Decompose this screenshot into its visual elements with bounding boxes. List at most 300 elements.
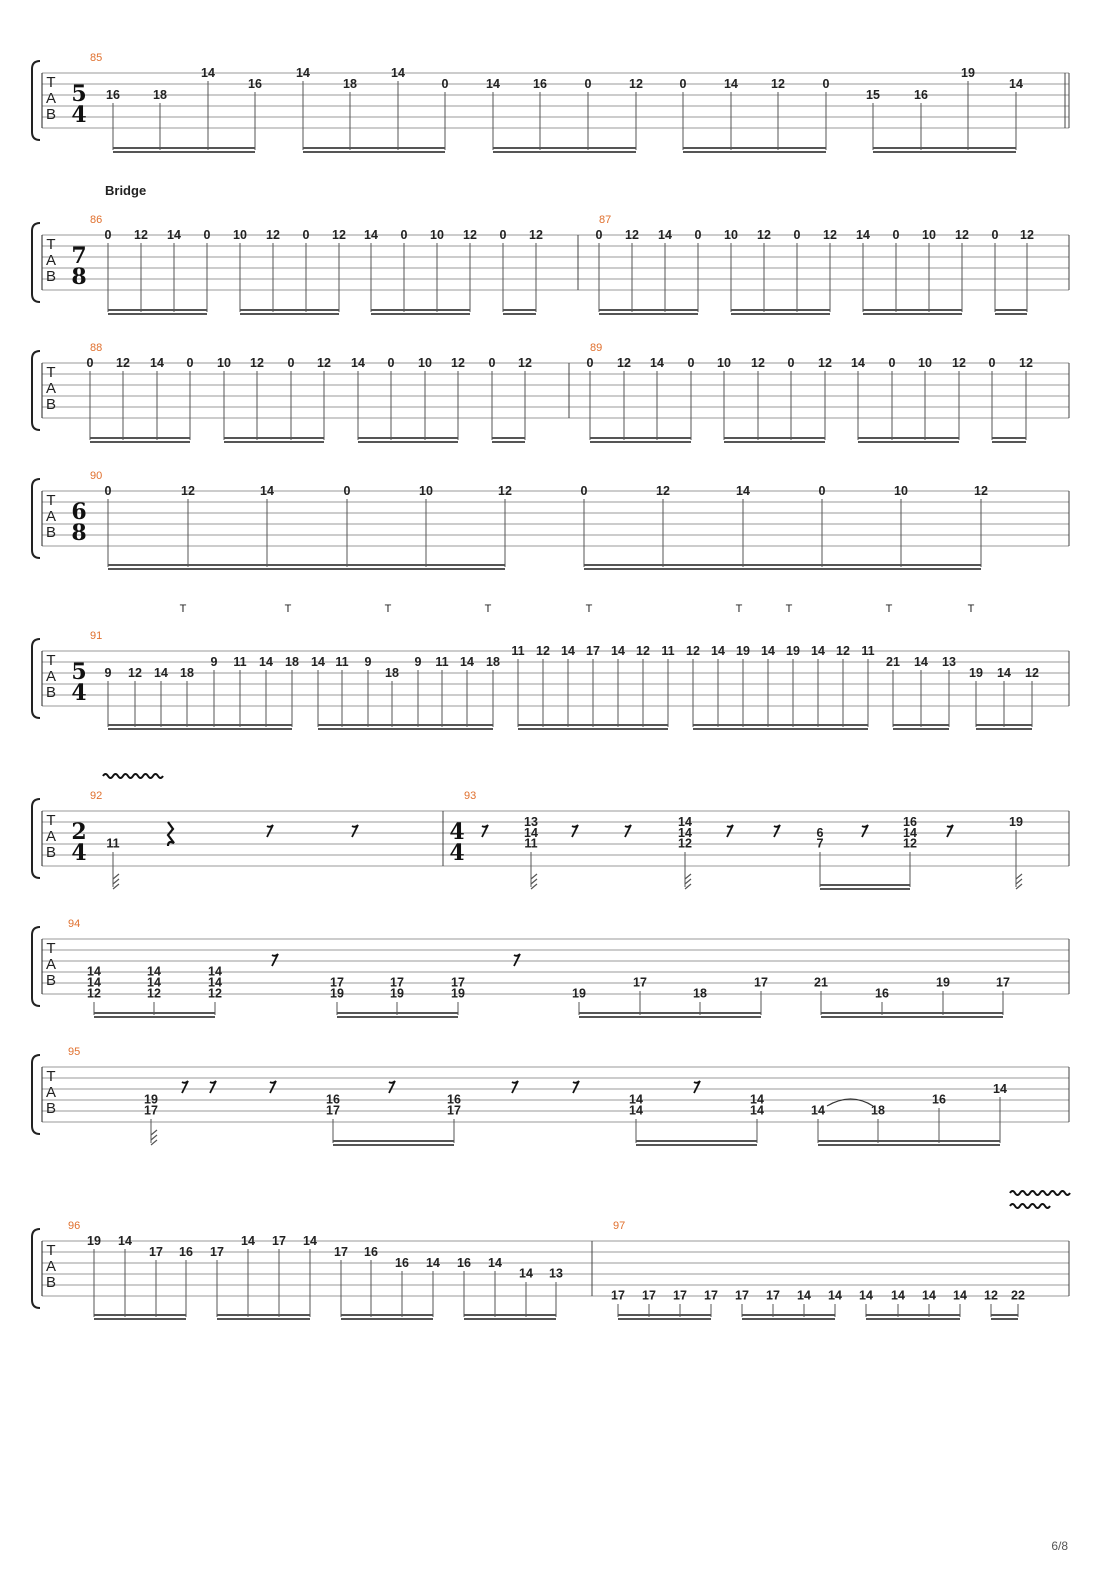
beam — [866, 1318, 960, 1320]
fret-number: 10 — [217, 356, 231, 370]
fret-number: 14 — [750, 1092, 764, 1107]
tab-clef-letter: A — [45, 956, 57, 973]
beam — [821, 1016, 1003, 1018]
beam — [590, 441, 691, 443]
beam — [683, 147, 826, 149]
beam — [599, 313, 698, 315]
fret-number: 10 — [894, 484, 908, 498]
tab-clef-letter: T — [46, 1242, 56, 1259]
fret-number: 19 — [1009, 814, 1023, 829]
beam — [599, 309, 698, 311]
fret-number: 14 — [260, 484, 274, 498]
fret-number: 10 — [418, 356, 432, 370]
fret-number: 17 — [451, 975, 465, 990]
fret-number: 17 — [633, 975, 647, 990]
rest — [573, 1081, 579, 1093]
fret-number: 14 — [953, 1288, 967, 1303]
note-flag — [113, 884, 119, 889]
fret-number: 14 — [524, 825, 538, 840]
beam — [584, 564, 981, 566]
fret-number: 12 — [266, 228, 280, 242]
fret-number: 11 — [511, 644, 525, 658]
fret-number: 12 — [1025, 666, 1039, 680]
fret-number: 17 — [642, 1288, 656, 1303]
time-signature-bottom: 8 — [71, 264, 87, 290]
note-flag — [685, 879, 691, 884]
beam — [518, 724, 668, 726]
beam — [464, 1318, 556, 1320]
tap-marker: T — [384, 603, 392, 615]
fret-number: 14 — [629, 1092, 643, 1107]
fret-number: 12 — [757, 228, 771, 242]
tab-clef-letter: B — [45, 396, 57, 413]
fret-number: 0 — [488, 356, 496, 370]
beam — [503, 313, 536, 315]
system-bracket — [32, 799, 40, 878]
beam — [618, 1318, 711, 1320]
fret-number: 14 — [87, 975, 101, 990]
fret-number: 7 — [816, 836, 824, 851]
fret-number: 17 — [326, 1103, 340, 1118]
fret-number: 12 — [625, 228, 639, 242]
fret-number: 14 — [724, 77, 738, 91]
beam — [108, 728, 292, 730]
fret-number: 16 — [248, 77, 262, 91]
tab-clef-letter: B — [45, 1274, 57, 1291]
tap-marker: T — [885, 603, 893, 615]
fret-number: 12 — [656, 484, 670, 498]
bar-number: 91 — [90, 630, 103, 642]
bar-number: 86 — [90, 214, 103, 226]
fret-number: 12 — [617, 356, 631, 370]
fret-number: 17 — [144, 1103, 158, 1118]
beam — [693, 728, 868, 730]
fret-number: 14 — [811, 1103, 825, 1118]
fret-number: 12 — [87, 986, 101, 1001]
beam — [976, 728, 1032, 730]
beam — [731, 309, 830, 311]
tab-system-s3 — [32, 342, 1069, 443]
tab-clef-letter: A — [45, 380, 57, 397]
fret-number: 18 — [153, 88, 167, 102]
fret-number: 16 — [875, 986, 889, 1001]
beam — [240, 313, 339, 315]
fret-number: 19 — [936, 975, 950, 990]
fret-number: 11 — [524, 836, 538, 851]
fret-number: 17 — [735, 1288, 749, 1303]
fret-number: 14 — [859, 1288, 873, 1303]
beam — [337, 1012, 458, 1014]
tab-clef-letter: T — [46, 236, 56, 253]
beam — [303, 151, 445, 153]
vibrato-mark — [103, 774, 163, 778]
bar-number: 95 — [68, 1046, 81, 1058]
fret-number: 17 — [334, 1244, 348, 1259]
fret-number: 11 — [335, 655, 349, 669]
fret-number: 14 — [678, 814, 692, 829]
fret-number: 10 — [717, 356, 731, 370]
beam — [991, 1318, 1018, 1320]
fret-number: 14 — [351, 356, 365, 370]
fret-number: 19 — [969, 666, 983, 680]
rest — [727, 825, 733, 837]
tab-clef-letter: T — [46, 74, 56, 91]
fret-number: 16 — [179, 1244, 193, 1259]
fret-number: 11 — [661, 644, 675, 658]
tap-marker: T — [585, 603, 593, 615]
beam — [693, 724, 868, 726]
fret-number: 14 — [167, 228, 181, 242]
fret-number: 18 — [180, 666, 194, 680]
bar-number: 90 — [90, 470, 103, 482]
tab-system-s4 — [32, 470, 1069, 570]
fret-number: 18 — [385, 666, 399, 680]
beam — [873, 147, 1016, 149]
beam — [821, 1012, 1003, 1014]
fret-number: 6 — [816, 825, 824, 840]
beam — [113, 147, 255, 149]
fret-number: 0 — [888, 356, 896, 370]
fret-number: 19 — [87, 1234, 101, 1248]
fret-number: 14 — [147, 975, 161, 990]
tab-system-s6 — [32, 790, 1069, 890]
fret-number: 14 — [750, 1103, 764, 1118]
time-signature-bottom: 4 — [71, 680, 87, 706]
beam — [742, 1314, 835, 1316]
tab-clef-letter: T — [46, 652, 56, 669]
beam — [584, 568, 981, 570]
note-flag — [151, 1130, 157, 1135]
beam — [337, 1016, 458, 1018]
fret-number: 10 — [419, 484, 433, 498]
fret-number: 22 — [1011, 1288, 1025, 1303]
fret-number: 12 — [147, 986, 161, 1001]
rest — [514, 954, 520, 966]
fret-number: 14 — [426, 1255, 440, 1270]
fret-number: 17 — [149, 1244, 163, 1259]
fret-number: 0 — [580, 484, 588, 498]
bar-number: 97 — [613, 1220, 626, 1232]
fret-number: 14 — [303, 1234, 317, 1248]
fret-number: 14 — [201, 66, 215, 80]
tab-clef-letter: T — [46, 1068, 56, 1085]
beam — [341, 1314, 433, 1316]
fret-number: 14 — [903, 825, 917, 840]
fret-number: 14 — [364, 228, 378, 242]
note-flag — [113, 879, 119, 884]
beam — [976, 724, 1032, 726]
fret-number: 17 — [210, 1244, 224, 1259]
fret-number: 0 — [86, 356, 94, 370]
system-bracket — [32, 1055, 40, 1134]
beam — [818, 1140, 1000, 1142]
system-bracket — [32, 639, 40, 718]
beam — [240, 309, 339, 311]
system-bracket — [32, 351, 40, 430]
beam — [579, 1016, 761, 1018]
fret-number: 14 — [154, 666, 168, 680]
fret-number: 17 — [330, 975, 344, 990]
beam — [217, 1318, 310, 1320]
rest — [862, 825, 868, 837]
fret-number: 13 — [524, 814, 538, 829]
tab-clef-letter: B — [45, 844, 57, 861]
fret-number: 14 — [678, 825, 692, 840]
fret-number: 14 — [650, 356, 664, 370]
beam — [108, 724, 292, 726]
vibrato-mark — [1010, 1204, 1050, 1208]
beam — [90, 437, 190, 439]
beam — [333, 1144, 454, 1146]
beam — [341, 1318, 433, 1320]
fret-number: 12 — [181, 484, 195, 498]
tap-marker: T — [967, 603, 975, 615]
tab-clef-letter: B — [45, 106, 57, 123]
fret-number: 11 — [106, 836, 120, 851]
fret-number: 12 — [818, 356, 832, 370]
fret-number: 0 — [499, 228, 507, 242]
note-flag — [1016, 879, 1022, 884]
fret-number: 14 — [711, 644, 725, 658]
tab-clef-letter: T — [46, 492, 56, 509]
beam — [518, 728, 668, 730]
tap-marker: T — [785, 603, 793, 615]
beam — [464, 1314, 556, 1316]
fret-number: 14 — [488, 1255, 502, 1270]
note-flag — [1016, 884, 1022, 889]
fret-number: 14 — [997, 666, 1011, 680]
fret-number: 0 — [302, 228, 310, 242]
beam — [371, 309, 470, 311]
fret-number: 0 — [822, 77, 830, 91]
bar-number: 92 — [90, 790, 103, 802]
fret-number: 14 — [629, 1103, 643, 1118]
fret-number: 16 — [932, 1092, 946, 1107]
fret-number: 21 — [814, 975, 828, 990]
fret-number: 14 — [761, 644, 775, 658]
fret-number: 14 — [208, 964, 222, 979]
fret-number: 17 — [586, 644, 600, 658]
fret-number: 17 — [766, 1288, 780, 1303]
fret-number: 14 — [891, 1288, 905, 1303]
tap-marker: T — [284, 603, 292, 615]
beam — [724, 441, 825, 443]
fret-number: 0 — [343, 484, 351, 498]
fret-number: 14 — [914, 655, 928, 669]
fret-number: 17 — [754, 975, 768, 990]
fret-number: 0 — [387, 356, 395, 370]
fret-number: 18 — [871, 1103, 885, 1118]
beam — [818, 1144, 1000, 1146]
fret-number: 14 — [797, 1288, 811, 1303]
fret-number: 12 — [134, 228, 148, 242]
fret-number: 14 — [460, 655, 474, 669]
note-flag — [531, 879, 537, 884]
tab-clef-letter: A — [45, 1258, 57, 1275]
fret-number: 14 — [391, 66, 405, 80]
fret-number: 12 — [751, 356, 765, 370]
fret-number: 14 — [519, 1266, 533, 1281]
time-signature-top: 5 — [71, 659, 87, 685]
fret-number: 17 — [996, 975, 1010, 990]
tab-system-s7 — [32, 918, 1069, 1018]
rest — [210, 1081, 216, 1093]
bar-number: 94 — [68, 918, 81, 930]
beam — [492, 441, 525, 443]
beam — [493, 151, 636, 153]
fret-number: 14 — [993, 1081, 1007, 1096]
beam — [866, 1314, 960, 1316]
beam — [493, 147, 636, 149]
tab-clef-letter: A — [45, 90, 57, 107]
note-flag — [531, 874, 537, 879]
fret-number: 0 — [400, 228, 408, 242]
fret-number: 12 — [250, 356, 264, 370]
beam — [731, 313, 830, 315]
fret-number: 17 — [704, 1288, 718, 1303]
fret-number: 19 — [961, 66, 975, 80]
fret-number: 12 — [629, 77, 643, 91]
fret-number: 12 — [836, 644, 850, 658]
fret-number: 17 — [390, 975, 404, 990]
page-number: 6/8 — [1051, 1539, 1068, 1553]
fret-number: 14 — [736, 484, 750, 498]
quarter-rest — [168, 822, 174, 846]
beam — [94, 1012, 215, 1014]
fret-number: 12 — [1019, 356, 1033, 370]
fret-number: 12 — [903, 836, 917, 851]
fret-number: 16 — [533, 77, 547, 91]
fret-number: 14 — [561, 644, 575, 658]
beam — [224, 441, 324, 443]
fret-number: 14 — [922, 1288, 936, 1303]
fret-number: 0 — [595, 228, 603, 242]
system-bracket — [32, 479, 40, 558]
fret-number: 14 — [150, 356, 164, 370]
beam — [579, 1012, 761, 1014]
time-signature-bottom: 4 — [449, 840, 465, 866]
time-signature-top: 5 — [71, 81, 87, 107]
time-signature-bottom: 4 — [71, 840, 87, 866]
beam — [94, 1314, 186, 1316]
tab-clef-letter: A — [45, 828, 57, 845]
fret-number: 0 — [787, 356, 795, 370]
fret-number: 16 — [395, 1255, 409, 1270]
fret-number: 12 — [686, 644, 700, 658]
fret-number: 21 — [886, 655, 900, 669]
beam — [683, 151, 826, 153]
fret-number: 0 — [793, 228, 801, 242]
fret-number: 0 — [584, 77, 592, 91]
tap-marker: T — [735, 603, 743, 615]
system-bracket — [32, 927, 40, 1006]
fret-number: 9 — [104, 666, 112, 680]
note-flag — [1016, 874, 1022, 879]
fret-number: 12 — [678, 836, 692, 851]
fret-number: 14 — [87, 964, 101, 979]
fret-number: 12 — [536, 644, 550, 658]
note-flag — [685, 874, 691, 879]
beam — [108, 564, 505, 566]
beam — [371, 313, 470, 315]
beam — [618, 1314, 711, 1316]
section-label: Bridge — [105, 183, 147, 198]
fret-number: 12 — [823, 228, 837, 242]
rest — [272, 954, 278, 966]
fret-number: 19 — [736, 644, 750, 658]
fret-number: 17 — [611, 1288, 625, 1303]
beam — [224, 437, 324, 439]
fret-number: 12 — [463, 228, 477, 242]
beam — [113, 151, 255, 153]
bar-number: 88 — [90, 342, 103, 354]
tab-clef-letter: T — [46, 812, 56, 829]
fret-number: 17 — [272, 1234, 286, 1248]
note-flag — [151, 1135, 157, 1140]
beam — [90, 441, 190, 443]
beam — [318, 724, 493, 726]
beam — [992, 437, 1026, 439]
bar-number: 96 — [68, 1220, 81, 1232]
fret-number: 11 — [861, 644, 875, 658]
fret-number: 0 — [104, 228, 112, 242]
fret-number: 10 — [922, 228, 936, 242]
fret-number: 12 — [974, 484, 988, 498]
fret-number: 13 — [549, 1266, 563, 1281]
tab-clef-letter: A — [45, 508, 57, 525]
fret-number: 14 — [811, 644, 825, 658]
note-flag — [151, 1140, 157, 1145]
tab-clef-letter: B — [45, 1100, 57, 1117]
beam — [636, 1144, 757, 1146]
fret-number: 12 — [984, 1288, 998, 1303]
time-signature-top: 2 — [71, 819, 87, 845]
beam — [217, 1314, 310, 1316]
tab-system-s2 — [32, 214, 1069, 315]
beam — [108, 568, 505, 570]
fret-number: 14 — [856, 228, 870, 242]
fret-number: 12 — [498, 484, 512, 498]
beam — [863, 313, 962, 315]
beam — [724, 437, 825, 439]
beam — [492, 437, 525, 439]
fret-number: 16 — [364, 1244, 378, 1259]
fret-number: 19 — [451, 986, 465, 1001]
rest — [947, 825, 953, 837]
fret-number: 9 — [364, 655, 372, 669]
beam — [590, 437, 691, 439]
note-flag — [531, 884, 537, 889]
tap-marker: T — [179, 603, 187, 615]
beam — [742, 1318, 835, 1320]
rest — [389, 1081, 395, 1093]
fret-number: 12 — [529, 228, 543, 242]
fret-number: 11 — [233, 655, 247, 669]
vibrato-mark — [1010, 1191, 1070, 1195]
beam — [303, 147, 445, 149]
fret-number: 0 — [892, 228, 900, 242]
fret-number: 17 — [673, 1288, 687, 1303]
beam — [820, 888, 910, 890]
rest — [625, 825, 631, 837]
fret-number: 14 — [208, 975, 222, 990]
fret-number: 19 — [330, 986, 344, 1001]
fret-number: 10 — [233, 228, 247, 242]
note-flag — [685, 884, 691, 889]
beam — [893, 724, 949, 726]
fret-number: 11 — [435, 655, 449, 669]
fret-number: 12 — [952, 356, 966, 370]
